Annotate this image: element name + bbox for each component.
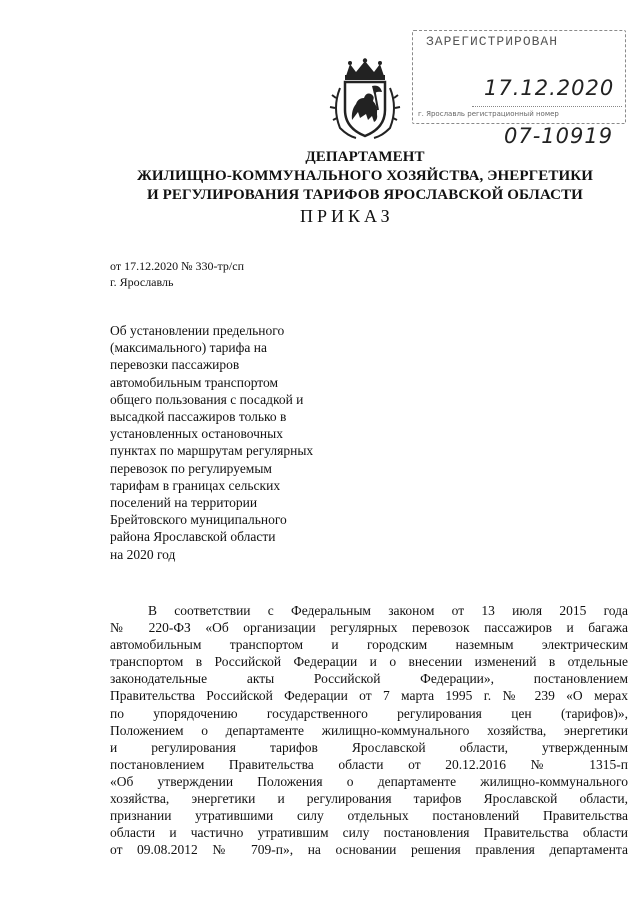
stamp-date: 17.12.2020 [484, 76, 615, 100]
subject-line: перевозки пассажиров [110, 357, 240, 373]
body-line: от 09.08.2012 № 709-п», на основании решения правления департамента [110, 842, 628, 858]
header-line-1: ДЕПАРТАМЕНТ [305, 149, 425, 165]
order-date-block [110, 258, 244, 290]
subject-line: района Ярославской области [110, 529, 276, 545]
department-header [100, 148, 630, 205]
subject-line: перевозок по регулируемым [110, 460, 272, 476]
subject-line: на 2020 год [110, 546, 176, 562]
body-line: хозяйства, энергетики и регулирования тарифов Ярославской области, [110, 791, 628, 807]
body-line: постановлением Правительства области от 20.12.2016 № 1315-п [110, 756, 628, 772]
subject-line: установленных остановочных [110, 426, 283, 442]
body-line: «Об утверждении Положения о департаменте жилищно-коммунального [110, 773, 628, 789]
order-subject [110, 322, 360, 563]
subject-line: поселений на территории [110, 495, 258, 511]
body-line: по упорядочению государственного регулирования цен (тарифов)», [110, 705, 628, 721]
order-city: г. Ярославль [110, 275, 174, 289]
body-line: области и частично утратившим силу постановления Правительства области [110, 825, 628, 841]
order-body-text [110, 602, 628, 858]
subject-line: Об установлении предельного [110, 323, 285, 338]
header-line-2: ЖИЛИЩНО-КОММУНАЛЬНОГО ХОЗЯЙСТВА, ЭНЕРГЕТИКИ [136, 168, 594, 184]
body-line: транспортом в Российской Федерации и о внесении изменений в отдельные [110, 654, 628, 670]
stamp-label: ЗАРЕГИСТРИРОВАН [426, 34, 559, 49]
subject-line: пунктах по маршрутам регулярных [110, 443, 314, 459]
subject-line: общего пользования с посадкой и [110, 391, 304, 407]
body-line: признании утратившими силу отдельных постановлений Правительства [110, 808, 628, 824]
coat-of-arms-emblem [326, 58, 404, 140]
registration-stamp [412, 28, 634, 148]
subject-line: тарифам в границах сельских [110, 477, 281, 493]
body-line: Правительства Российской Федерации от 7 марта 1995 г. № 239 «О мерах [110, 688, 628, 704]
body-line: автомобильным транспортом и городским наземным электрическим [110, 637, 628, 653]
header-line-3: И РЕГУЛИРОВАНИЯ ТАРИФОВ ЯРОСЛАВСКОЙ ОБЛАСТИ [147, 187, 583, 203]
subject-line: (максимального) тарифа на [110, 340, 267, 356]
order-title: ПРИКАЗ [300, 206, 394, 226]
stamp-sublabel: г. Ярославль регистрационный номер [418, 110, 559, 118]
body-line: № 220-ФЗ «Об организации регулярных перевозок пассажиров и багажа [110, 620, 628, 636]
order-date-number: от 17.12.2020 № 330-тр/сп [110, 259, 245, 273]
stamp-number: 07-10919 [504, 124, 614, 148]
body-line: Положением о департаменте жилищно-коммунального хозяйства, энергетики [110, 722, 628, 738]
stamp-divider [472, 106, 622, 107]
subject-line: высадкой пассажиров только в [110, 409, 287, 425]
subject-line: Брейтовского муниципального [110, 512, 287, 528]
subject-line: автомобильным транспортом [110, 374, 279, 390]
body-line: и регулирования тарифов Ярославской области, утвержденным [110, 739, 628, 755]
body-line: законодательные акты Российской Федерации», постановлением [110, 671, 628, 687]
body-line: В соответствии с Федеральным законом от 13 июля 2015 года [148, 603, 628, 618]
